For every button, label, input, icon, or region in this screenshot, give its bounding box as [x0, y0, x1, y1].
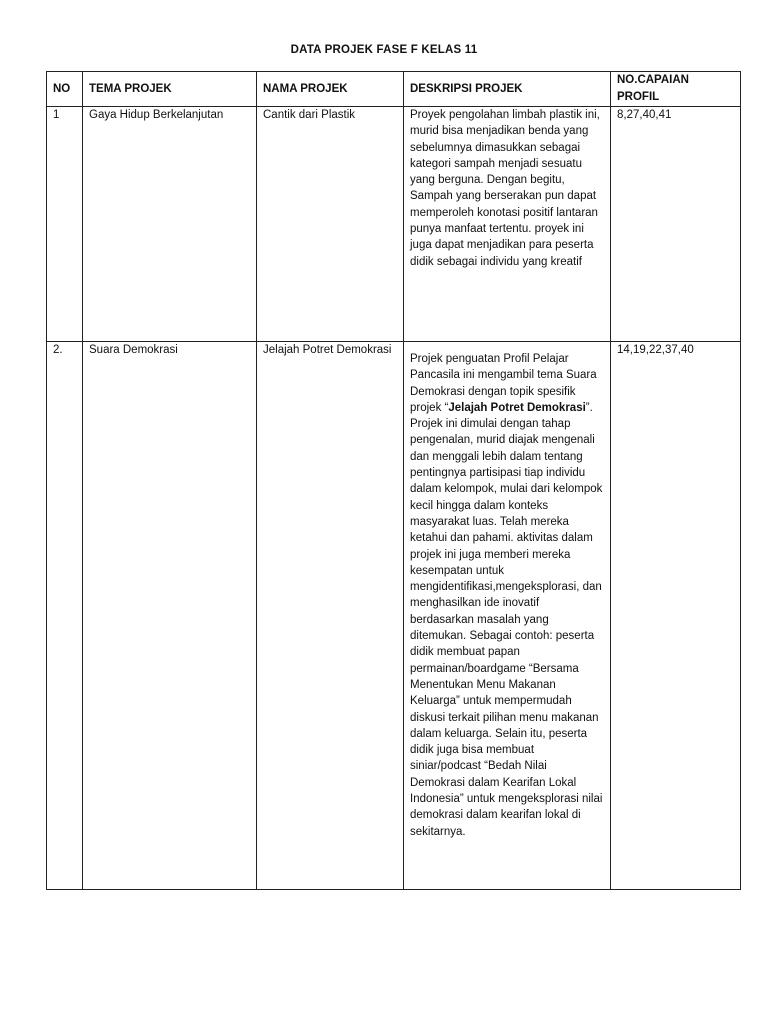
- deskripsi-text-part: Projek penguatan Profil Pelajar Pancasila ini mengambil tema Suara Demokrasi dengan topik spesifik projek “: [410, 353, 597, 414]
- row-number: 2.: [47, 342, 83, 890]
- row-deskripsi-projek: [404, 342, 611, 890]
- table-header-row: [47, 72, 741, 107]
- deskripsi-text-part: ”. Projek ini dimulai dengan tahap pengenalan, murid diajak mengenali dan menggali lebih dalam tentang pentingnya partisipasi tiap individu dalam kelompok, mulai dari kelompok kecil hingga dalam konteks masyarakat luas. Telah mereka ketahui dan pahami. aktivitas dalam projek ini juga memberi mereka kesempatan untuk mengidentifikasi,mengeksplorasi, dan menghasilkan ide inovatif berdasarkan masalah yang ditemukan. Sebagai contoh: peserta didik membuat papan permainan/boardgame “Bersama Menentukan Menu Makanan Keluarga” untuk mempermudah diskusi terkait pilihan menu makanan dalam keluarga. Selain itu, peserta didik juga bisa membuat siniar/podcast “Bedah Nilai Demokrasi dalam Kearifan Lokal Indonesia” untuk mengeksplorasi nilai demokrasi dalam kearifan lokal di sekitarnya.: [410, 401, 603, 838]
- header-tema-projek: TEMA PROJEK: [83, 72, 257, 107]
- row-no-capaian-profil: 14,19,22,37,40: [611, 342, 741, 890]
- deskripsi-text: [410, 351, 604, 840]
- row-nama-projek: Jelajah Potret Demokrasi: [257, 342, 404, 890]
- row-nama-projek: Cantik dari Plastik: [257, 107, 404, 342]
- header-no: NO: [47, 72, 83, 107]
- header-no-capaian-profil: NO.CAPAIAN PROFIL: [611, 72, 741, 107]
- table-row: [47, 342, 741, 890]
- row-deskripsi-projek: [404, 107, 611, 342]
- project-data-table: [46, 71, 741, 890]
- page-title: DATA PROJEK FASE F KELAS 11: [290, 44, 478, 56]
- row-no-capaian-profil: 8,27,40,41: [611, 107, 741, 342]
- row-tema-projek: Suara Demokrasi: [83, 342, 257, 890]
- header-deskripsi-projek: DESKRIPSI PROJEK: [404, 72, 611, 107]
- table-row: [47, 107, 741, 342]
- header-nama-projek: NAMA PROJEK: [257, 72, 404, 107]
- row-number: 1: [47, 107, 83, 342]
- deskripsi-text: Proyek pengolahan limbah plastik ini, murid bisa menjadikan benda yang sebelumnya dimasukkan sebagai kategori sampah menjadi sesuatu yang berguna. Dengan begitu, Sampah yang berserakan pun dapat memperoleh konotasi positif lantaran punya manfaat tertentu. proyek ini juga dapat menjadikan para peserta didik sebagai individu yang kreatif: [410, 109, 600, 268]
- row-tema-projek: Gaya Hidup Berkelanjutan: [83, 107, 257, 342]
- deskripsi-topic-bold: Jelajah Potret Demokrasi: [448, 401, 586, 414]
